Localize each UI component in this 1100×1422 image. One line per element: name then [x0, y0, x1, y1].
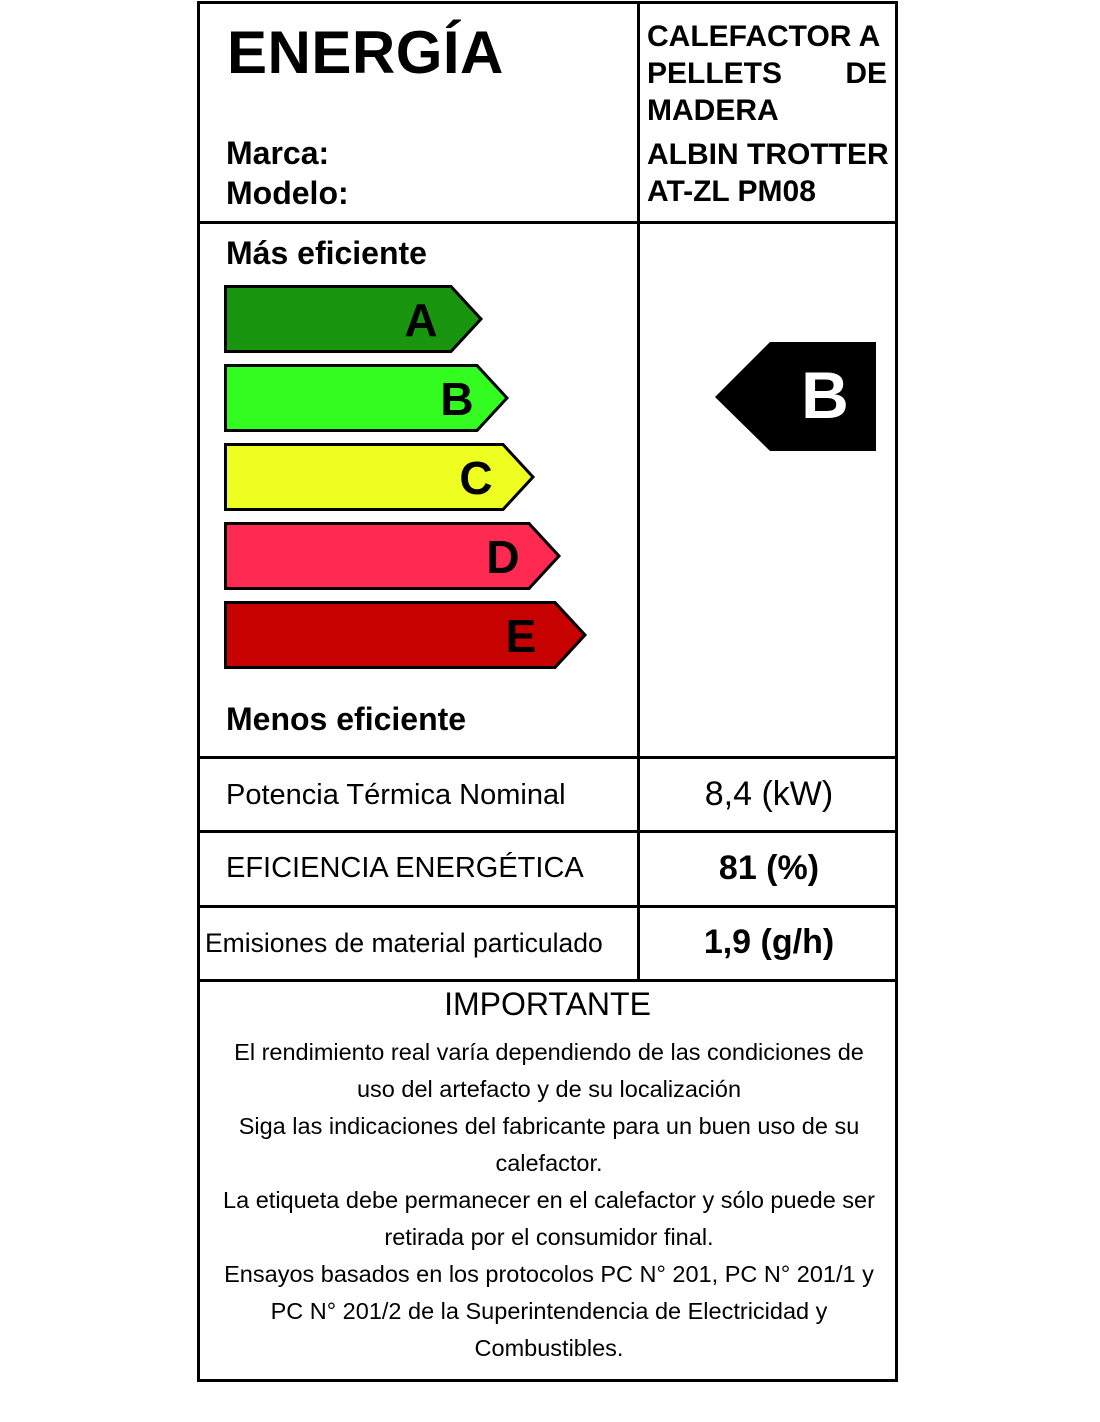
- note-line: El rendimiento real varía dependiendo de las condiciones de: [234, 1039, 864, 1065]
- note-line: Combustibles.: [474, 1335, 624, 1361]
- product-type-line2: PELLETS DE: [647, 57, 887, 90]
- energy-class-letter: D: [486, 531, 520, 583]
- energy-class-bar-c: [224, 443, 536, 513]
- energy-class-arrow: [224, 443, 536, 513]
- page-title: ENERGÍA: [227, 19, 504, 86]
- model-value: AT-ZL PM08: [647, 175, 816, 208]
- emissions-label: Emisiones de material particulado: [205, 928, 603, 958]
- note-line: retirada por el consumidor final.: [384, 1224, 714, 1250]
- divider: [200, 979, 895, 982]
- divider: [200, 756, 895, 759]
- important-title: IMPORTANTE: [444, 986, 651, 1022]
- brand-label: Marca:: [226, 135, 330, 171]
- note-line: calefactor.: [495, 1150, 603, 1176]
- energy-class-letter: A: [404, 294, 438, 346]
- emissions-value: 1,9 (g/h): [703, 923, 835, 961]
- divider: [200, 830, 895, 833]
- note-line: Ensayos basados en los protocolos PC N° 201, PC N° 201/1 y: [224, 1261, 874, 1287]
- note-line: PC N° 201/2 de la Superintendencia de Electricidad y: [270, 1298, 828, 1324]
- model-label: Modelo:: [226, 175, 349, 211]
- product-type-line3: MADERA: [647, 94, 779, 127]
- column-divider: [637, 4, 640, 980]
- energy-class-arrow: [224, 364, 510, 434]
- divider: [200, 905, 895, 908]
- energy-class-bar-b: [224, 364, 510, 434]
- note-line: La etiqueta debe permanecer en el calefactor y sólo puede ser: [223, 1187, 875, 1213]
- energy-class-bar-a: [224, 285, 484, 355]
- rating-indicator: [715, 342, 877, 457]
- energy-class-arrow: [224, 601, 588, 671]
- energy-class-letter: E: [505, 610, 537, 662]
- nominal-power-value: 8,4 (kW): [704, 775, 834, 813]
- brand-value: ALBIN TROTTER: [647, 138, 889, 171]
- note-line: uso del artefacto y de su localización: [356, 1076, 742, 1102]
- more-efficient-label: Más eficiente: [226, 235, 427, 271]
- less-efficient-label: Menos eficiente: [226, 701, 467, 737]
- divider: [200, 221, 895, 224]
- rating-arrow: [715, 342, 877, 452]
- product-type-line1: CALEFACTOR A: [647, 20, 881, 53]
- energy-class-letter: B: [440, 373, 474, 425]
- energy-efficiency-label: EFICIENCIA ENERGÉTICA: [226, 852, 584, 884]
- energy-class-arrow: [224, 522, 562, 592]
- important-notes: [200, 1034, 898, 1367]
- rating-letter: B: [801, 358, 849, 432]
- energy-class-letter: C: [459, 452, 493, 504]
- note-line: Siga las indicaciones del fabricante para un buen uso de su: [238, 1113, 860, 1139]
- energy-class-arrow: [224, 285, 484, 355]
- energy-class-bar-e: [224, 601, 588, 671]
- energy-class-bar-d: [224, 522, 562, 592]
- energy-label: [197, 1, 898, 1382]
- energy-efficiency-value: 81 (%): [718, 849, 820, 887]
- nominal-power-label: Potencia Térmica Nominal: [226, 779, 566, 811]
